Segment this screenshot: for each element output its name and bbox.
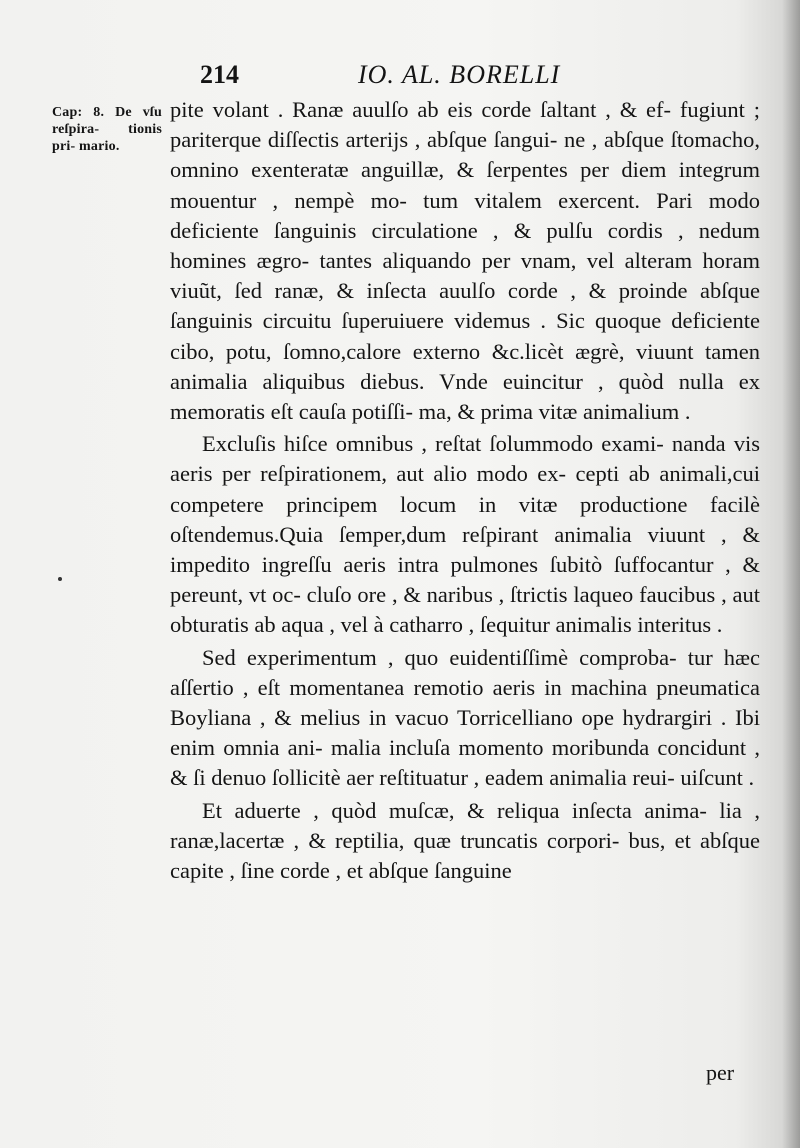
running-head-title: IO. AL. BORELLI <box>358 60 561 89</box>
ink-speck <box>58 577 62 581</box>
paragraph-2: Excluſis hiſce omnibus , reſtat ſolummodo exami- nanda vis aeris per reſpirationem, aut alio modo ex- cepti ab animali,cui competere principem locum in vitæ productione facilè oſtendemus.Quia ſemper,dum reſpirant animalia viuunt , & impedito ingreſſu aeris intra pulmones ſubitò ſuffocantur , & pereunt, vt oc- cluſo ore , & naribus , ſtrictis laqueo faucibus , aut obturatis ab aqua , vel à catharro , ſequitur animalis interitus . <box>170 431 760 638</box>
margin-note: Cap: 8. De vſu reſpira- tionis pri- mario. <box>52 105 162 154</box>
paragraph-3: Sed experimentum , quo euidentiſſimè comproba- tur hæc aſſertio , eſt momentanea remotio aeris in machina pneumatica Boyliana , & melius in vacuo Torricelliano ope hydrargiri . Ibi enim omnia ani- malia incluſa momento moribunda concidunt , & ſi denuo ſollicitè aer reſtituatur , eadem animalia reui- uiſcunt . <box>170 644 760 791</box>
paragraph-1: pite volant . Ranæ auulſo ab eis corde ſaltant , & ef- fugiunt ; pariterque diſſectis arterijs , abſque ſangui- ne , abſque ſtomacho, omnino exenteratæ anguillæ, & ſerpentes per diem integrum mouentur , nempè mo- tum vitalem exercent. Pari modo deficiente ſanguinis circulatione , & pulſu cordis , nedum homines ægro- tantes aliquando per vnam, vel alteram horam viuũt, ſed ranæ, & inſecta auulſo corde , & proinde abſque ſanguinis circuitu ſuperuiuere videmus . Sic quoque deficiente cibo, potu, ſomno,calore externo &c.licèt ægrè, viuunt tamen animalia aliquibus diebus. Vnde euincitur , quòd nulla ex memoratis eſt cauſa potiſſi- ma, & prima vitæ animalium . <box>170 97 760 425</box>
main-text <box>170 95 760 886</box>
page-gutter-shadow <box>782 0 800 1148</box>
catchword: per <box>706 1060 735 1085</box>
page-number: 214 <box>200 60 239 89</box>
paragraph-4: Et aduerte , quòd muſcæ, & reliqua inſecta anima- lia , ranæ,lacertæ , & reptilia, quæ truncatis corpori- bus, et abſque capite , ſine corde , et abſque ſanguine <box>170 797 760 884</box>
running-head <box>0 58 800 98</box>
